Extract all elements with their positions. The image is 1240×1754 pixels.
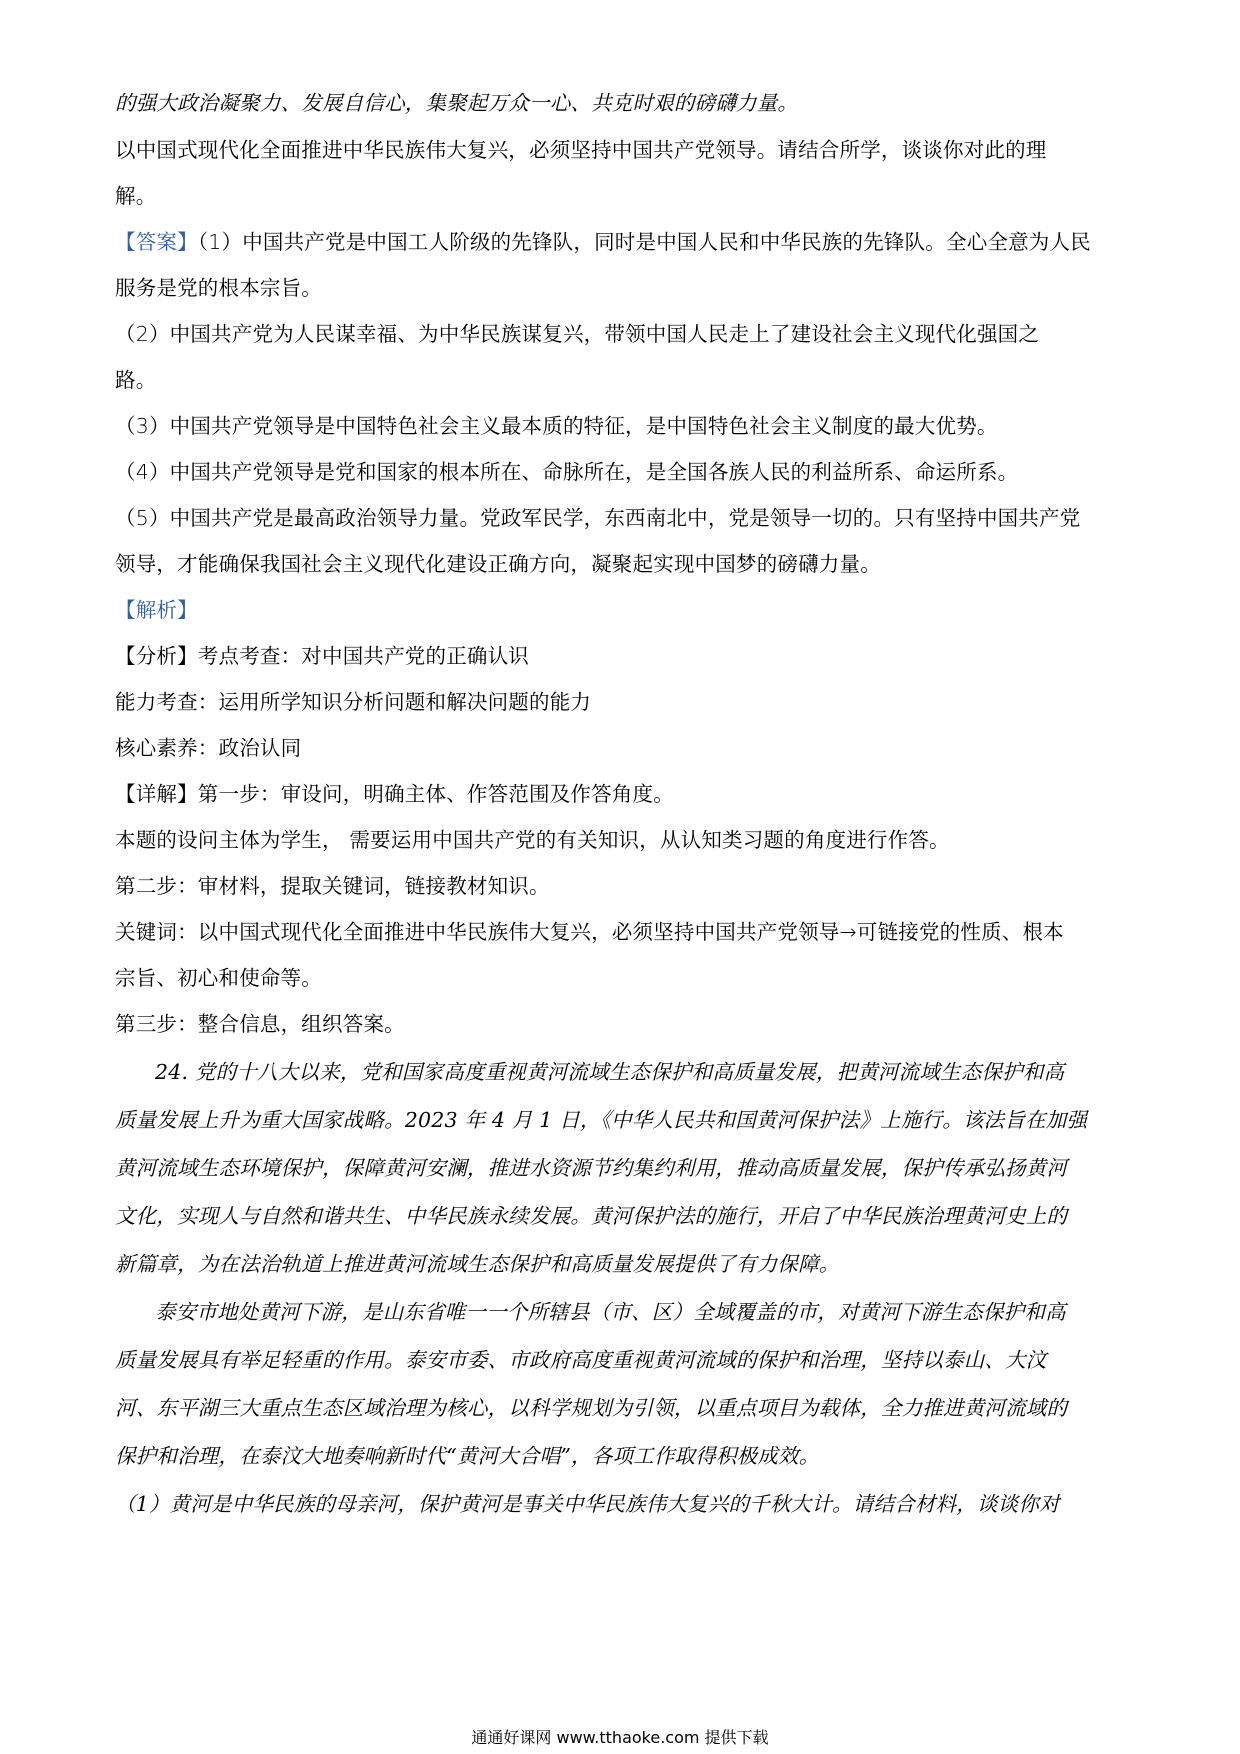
analysis-line-2: 能力考查：运用所学知识分析问题和解决问题的能力 [115,690,592,714]
q24-para1-line-3: 黄河流域生态环境保护，保障黄河安澜，推进水资源节约集约利用，推动高质量发展，保护传承弘扬黄河 [115,1156,1068,1180]
answer-text: （1）中国共产党是中国工人阶级的先锋队，同时是中国人民和中华民族的先锋队。全心全意为人民 [197,230,1091,254]
analysis-line-4: 【详解】第一步：审设问，明确主体、作答范围及作答角度。 [115,782,674,806]
q24-para2-line-2: 质量发展具有举足轻重的作用。泰安市委、市政府高度重视黄河流域的保护和治理，坚持以泰山、大汶 [115,1348,1047,1372]
answer-line-5: （3）中国共产党领导是中国特色社会主义最本质的特征，是中国特色社会主义制度的最大优势。 [115,414,998,438]
answer-label: 【答案】 [115,230,198,254]
q24-sub1: （1）黄河是中华民族的母亲河，保护黄河是事关中华民族伟大复兴的千秋大计。请结合材料，谈谈你对 [115,1492,1060,1516]
analysis-line-1: 【分析】考点考查：对中国共产党的正确认识 [115,644,529,668]
answer-line-3: （2）中国共产党为人民谋幸福、为中华民族谋复兴，带领中国人民走上了建设社会主义现代化强国之 [115,322,1040,346]
continuation-line-1: 的强大政治凝聚力、发展自信心，集聚起万众一心、共克时艰的磅礴力量。 [115,91,799,115]
q24-para1-line-2: 质量发展上升为重大国家战略。2023 年 4 月 1 日，《中华人民共和国黄河保护法》上施行。该法旨在加强 [115,1108,1088,1132]
q24-para2-line-3: 河、东平湖三大重点生态区域治理为核心，以科学规划为引领，以重点项目为载体，全力推进黄河流域的 [115,1396,1068,1420]
q24-para1-line-4: 文化，实现人与自然和谐共生、中华民族永续发展。黄河保护法的施行，开启了中华民族治理黄河史上的 [115,1204,1068,1228]
analysis-label: 【解析】 [115,598,198,622]
page-footer: 通通好课网 www.tthaoke.com 提供下载 [471,1728,769,1747]
analysis-line-3: 核心素养：政治认同 [115,736,302,760]
answer-line-7: （5）中国共产党是最高政治领导力量。党政军民学，东西南北中，党是领导一切的。只有坚持中国共产党 [115,506,1081,530]
analysis-line-9: 第三步：整合信息，组织答案。 [115,1012,405,1036]
analysis-line-5: 本题的设问主体为学生， 需要运用中国共产党的有关知识，从认知类习题的角度进行作答。 [115,828,950,852]
continuation-line-2: 以中国式现代化全面推进中华民族伟大复兴，必须坚持中国共产党领导。请结合所学，谈谈你对此的理 [115,138,1047,162]
q24-para1-line-5: 新篇章，为在法治轨道上推进黄河流域生态保护和高质量发展提供了有力保障。 [115,1252,840,1276]
q24-para1-line-1: 24. 党的十八大以来，党和国家高度重视黄河流域生态保护和高质量发展，把黄河流域生态保护和高 [155,1060,1065,1084]
answer-line-6: （4）中国共产党领导是党和国家的根本所在、命脉所在，是全国各族人民的利益所系、命运所系。 [115,460,1019,484]
answer-line-4: 路。 [115,368,157,392]
continuation-line-3: 解。 [115,184,157,208]
analysis-line-7: 关键词：以中国式现代化全面推进中华民族伟大复兴，必须坚持中国共产党领导→可链接党的性质、根本 [115,920,1064,944]
analysis-line-6: 第二步：审材料，提取关键词，链接教材知识。 [115,874,550,898]
q24-para2-line-1: 泰安市地处黄河下游，是山东省唯一一个所辖县（市、区）全域覆盖的市，对黄河下游生态保护和高 [155,1300,1066,1324]
answer-line-2: 服务是党的根本宗旨。 [115,276,322,300]
q24-para2-line-4: 保护和治理，在泰汶大地奏响新时代“黄河大合唱”，各项工作取得积极成效。 [115,1444,820,1468]
analysis-line-8: 宗旨、初心和使命等。 [115,966,322,990]
answer-line-8: 领导，才能确保我国社会主义现代化建设正确方向，凝聚起实现中国梦的磅礴力量。 [115,552,881,576]
answer-line-1 [115,227,1091,257]
